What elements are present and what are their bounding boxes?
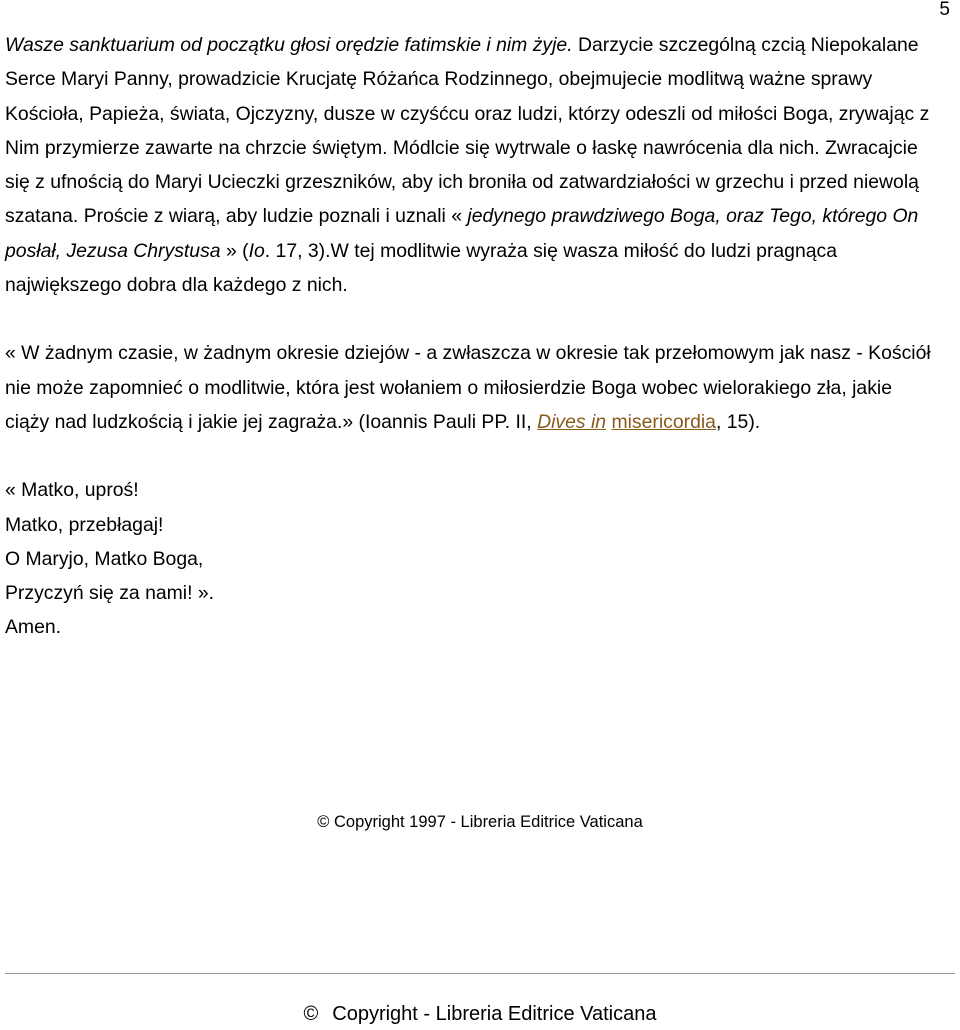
paragraph-text: , 15). xyxy=(715,410,761,433)
paragraph-quote-dives-in-misericordia xyxy=(5,336,940,439)
prayer-line: O Maryjo, Matko Boga, xyxy=(5,547,204,570)
dives-in-misericordia-link-continued[interactable] xyxy=(611,411,716,433)
paragraph-text: « W żadnym czasie, w żadnym okresie dziejów - a zwłaszcza w okresie tak przełomowym jak nasz - Kościół nie może zapomnieć o modlitwie, która jest wołaniem o miłosierdzie Boga wobec wielorakiego zła, jakie ciąży nad ludzkością i jakie jej zagraża.» (Ioannis Pauli PP. II, xyxy=(5,342,931,433)
copyright-notice-site xyxy=(0,1000,960,1028)
italic-reference: Io xyxy=(248,239,265,262)
link-text-italic[interactable]: Dives in xyxy=(537,410,607,433)
italic-quote: jedynego prawdziwego Boga, oraz Tego, którego On posłał, Jezusa Chrystusa xyxy=(5,205,919,262)
prayer-line: Amen. xyxy=(5,616,62,639)
italic-intro: Wasze sanktuarium od początku głosi orędzie fatimskie i nim żyje. xyxy=(5,34,573,56)
link-text[interactable]: misericordia xyxy=(611,410,716,433)
page-number: 5 xyxy=(939,0,950,20)
prayer-line: « Matko, uproś! xyxy=(5,479,139,502)
footer-divider xyxy=(5,973,955,974)
prayer-line: Przyczyń się za nami! ». xyxy=(5,582,215,605)
paragraph-fatima-sanctuary xyxy=(5,28,940,302)
copyright-notice-document: © Copyright 1997 - Libreria Editrice Vaticana xyxy=(317,813,643,831)
paragraph-text: Darzycie szczególną czcią Niepokalane Serce Maryi Panny, prowadzicie Krucjatę Różańca Rodzinnego, obejmujecie modlitwą ważne sprawy Kościoła, Papieża, świata, Ojczyzny, dusze w czyśćcu oraz ludzi, którzy odeszli od miłości Boga, zrywając z Nim przymierze zawarte na chrzcie świętym. Módlcie się wytrwale o łaskę nawrócenia dla nich. Zwracajcie się z ufnością do Maryi Ucieczki grzeszników, aby ich broniła od zatwardziałości w grzechu i przed niewolą szatana. Proście z wiarą, aby ludzie poznali i uznali « xyxy=(5,34,930,228)
copyright-text: Copyright - Libreria Editrice Vaticana xyxy=(332,1003,657,1025)
prayer-line: Matko, przebłagaj! xyxy=(5,513,164,536)
copyright-icon: © xyxy=(303,1003,319,1025)
dives-in-misericordia-link[interactable] xyxy=(537,411,606,433)
paragraph-text: » ( xyxy=(225,239,249,262)
paragraph-text: . 17, 3).W tej modlitwie wyraża się wasza miłość do ludzi pragnąca największego dobra dla każdego z nich. xyxy=(5,239,838,297)
prayer-block xyxy=(5,473,940,644)
document-body xyxy=(5,28,940,645)
